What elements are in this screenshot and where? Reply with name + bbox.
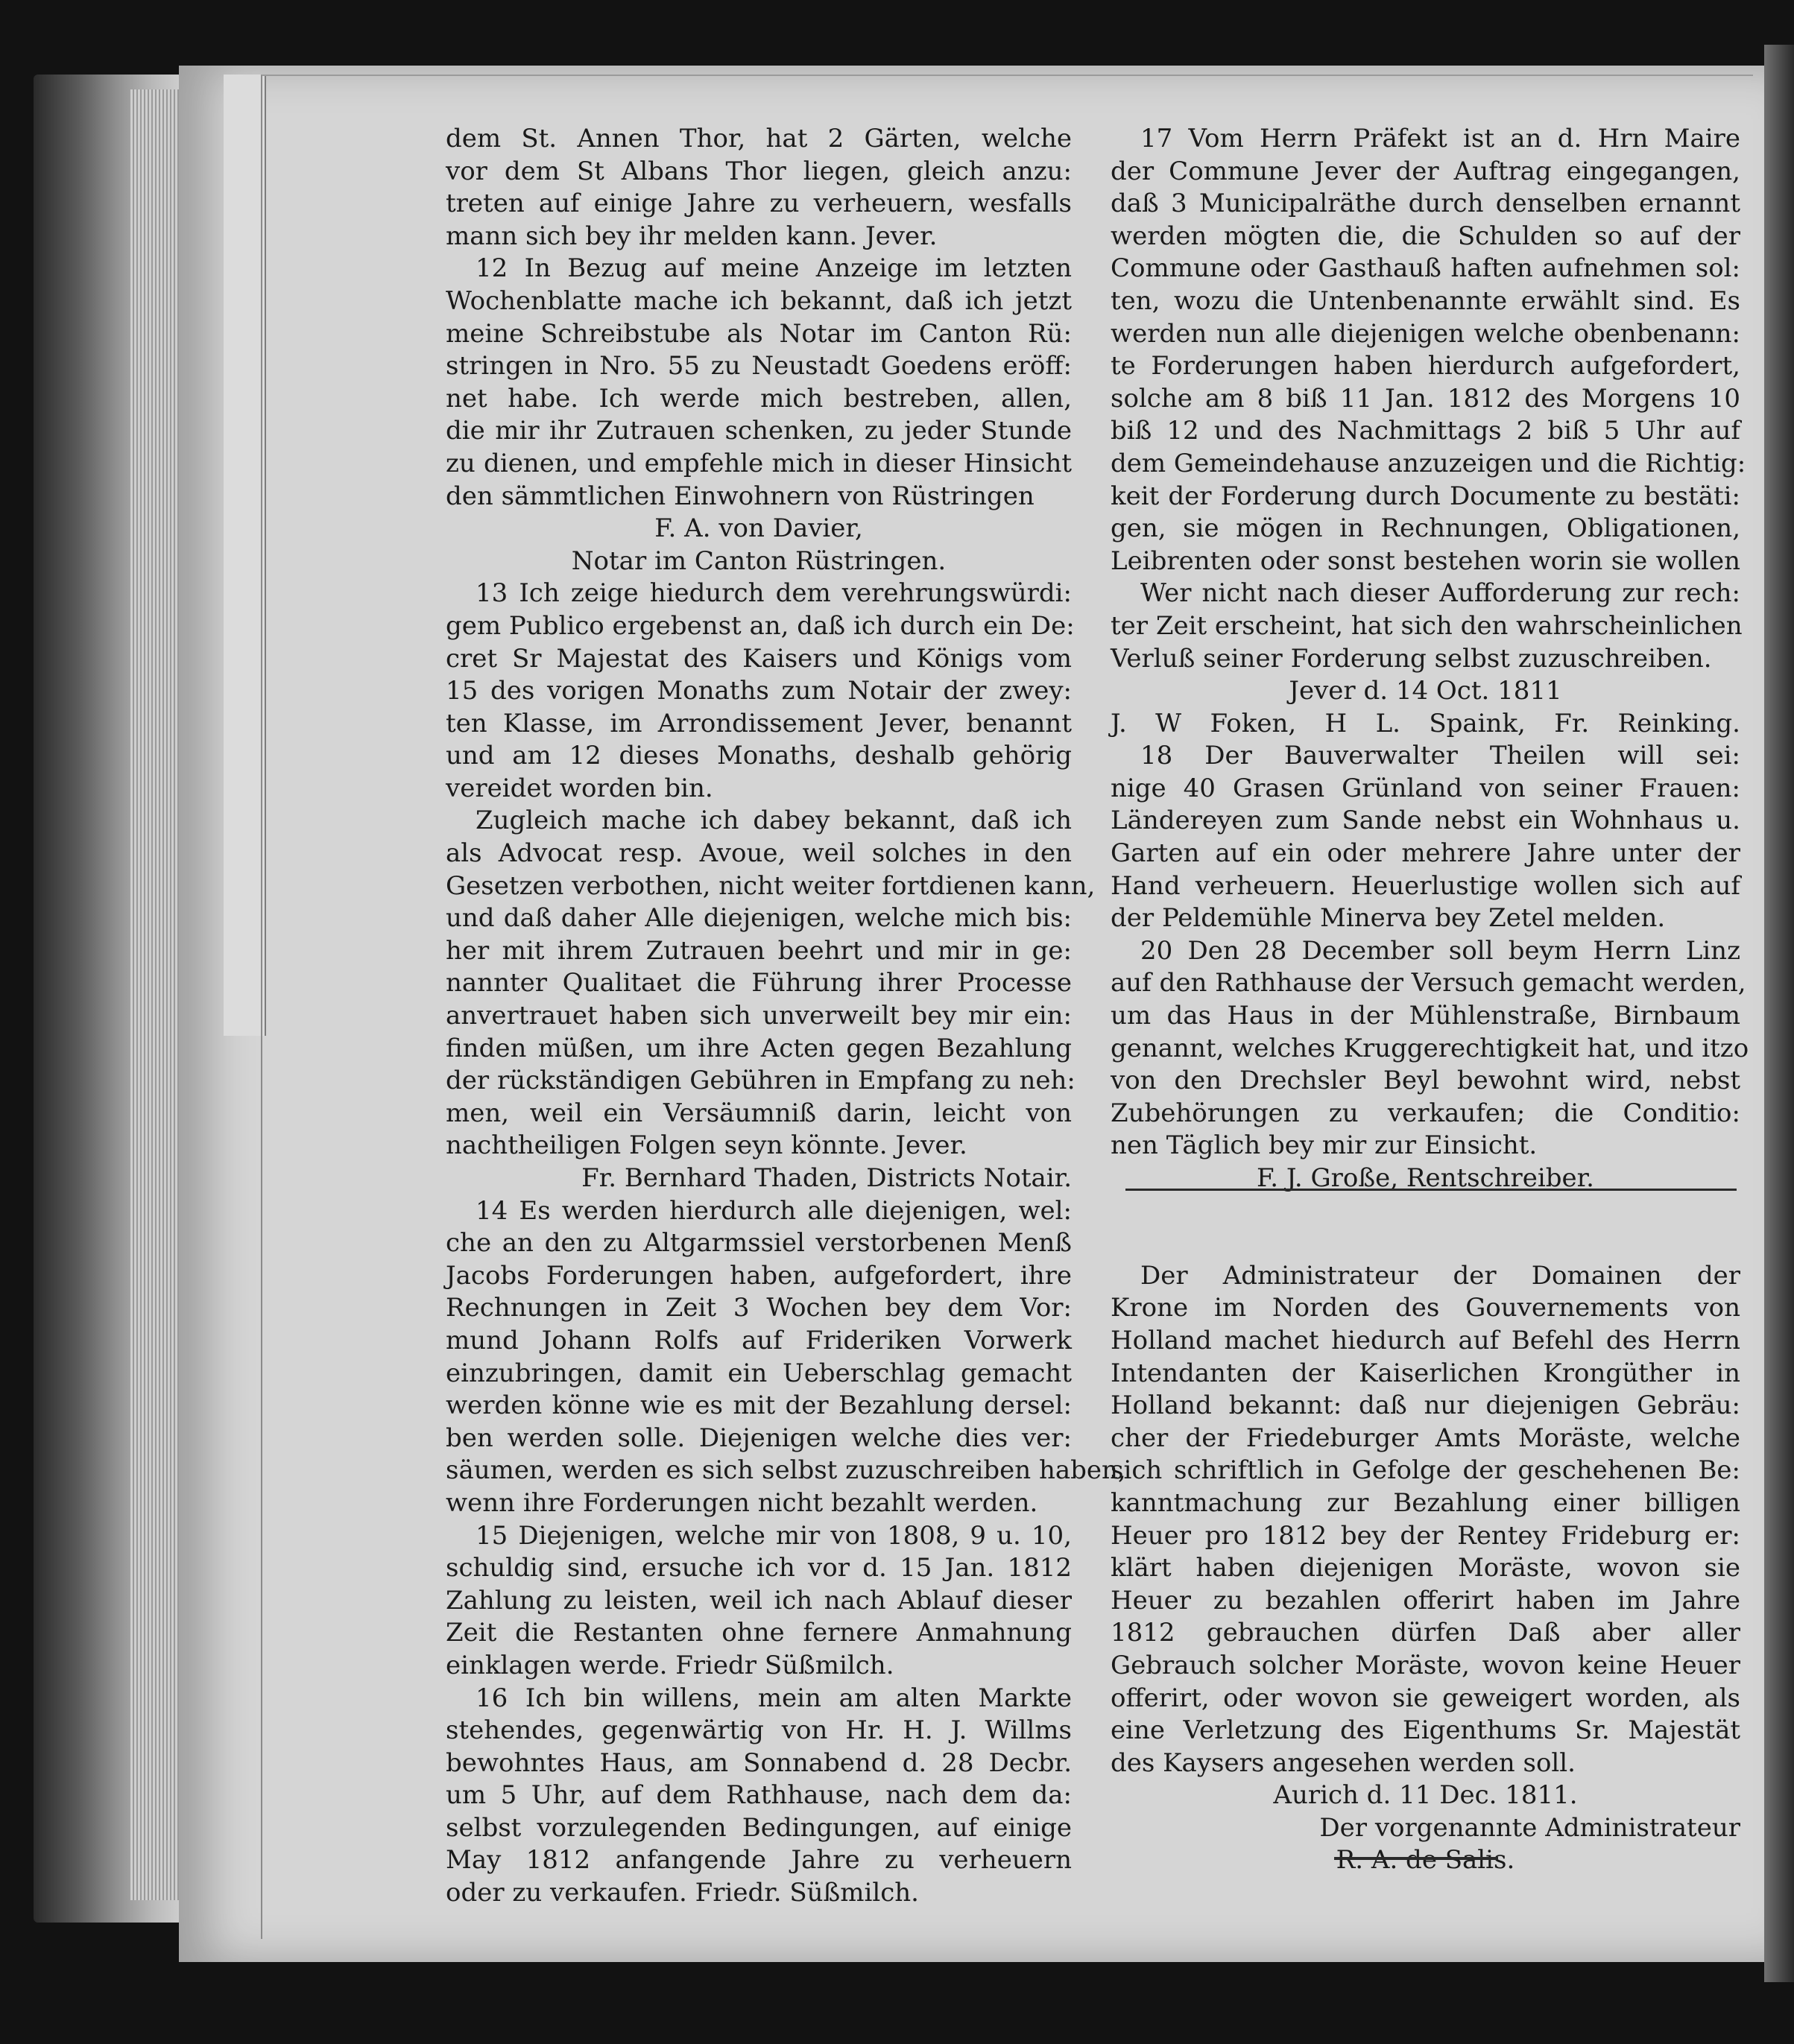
left-column-text-line: 13 Ich zeige hiedurch dem verehrungswürdi: [476, 578, 1072, 609]
left-column-text-line: 15 des vorigen Monaths zum Notair der zwey: [446, 676, 1072, 706]
left-column-text-line: May 1812 anfangende Jahre zu verheuern [446, 1845, 1072, 1876]
left-column-text-line: ben werden solle. Diejenigen welche dies ver: [446, 1423, 1072, 1453]
right-column-text-line: Ländereyen zum Sande nebst ein Wohnhaus u. [1111, 806, 1740, 836]
left-column-text-line: den sämmtlichen Einwohnern von Rüstringen [446, 481, 1035, 511]
paper-slip [224, 75, 266, 1036]
page-edges [130, 89, 183, 1900]
left-column-text-line: treten auf einige Jahre zu verheuern, wesfalls [446, 189, 1072, 219]
left-column-text-line: mund Johann Rolfs auf Frideriken Vorwerk [446, 1325, 1072, 1355]
right-column-text-line: von den Drechsler Beyl bewohnt wird, nebst [1111, 1066, 1740, 1096]
right-column-text-line: Der Administrateur der Domainen der [1140, 1260, 1740, 1291]
left-column-text-line: mann sich bey ihr melden kann. Jever. [446, 221, 938, 251]
left-column-text-line: einklagen werde. Friedr Süßmilch. [446, 1650, 894, 1680]
right-column-text-line: genannt, welches Kruggerechtigkeit hat, und itzo [1111, 1033, 1749, 1063]
left-column-text-line: als Advocat resp. Avoue, weil solches in den [446, 838, 1072, 869]
left-column-text-line: her mit ihrem Zutrauen beehrt und mir in ge: [446, 935, 1072, 966]
left-column-text-line: ten Klasse, im Arrondissement Jever, benannt [446, 708, 1072, 738]
left-column-text-line: der rückständigen Gebühren in Empfang zu neh: [446, 1066, 1076, 1096]
right-column-text-line: ter Zeit erscheint, hat sich den wahrscheinlichen [1111, 610, 1743, 641]
right-column-text-line: 20 Den 28 December soll beym Herrn Linz [1140, 935, 1740, 966]
left-column-text-line: Notar im Canton Rüstringen. [571, 545, 947, 576]
left-column-text-line: zu dienen, und empfehle mich in dieser Hinsicht [446, 448, 1072, 478]
right-column-text-line: Hand verheuern. Heuerlustige wollen sich auf [1111, 870, 1740, 901]
left-column-text-line: anvertrauet haben sich unverweilt bey mir ein: [446, 1001, 1072, 1031]
left-column-text-line: gem Publico ergebenst an, daß ich durch ein De: [446, 610, 1075, 641]
left-column-text-line: selbst vorzulegenden Bedingungen, auf einige [446, 1812, 1072, 1843]
right-column-text-line: 17 Vom Herrn Präfekt ist an d. Hrn Maire [1140, 124, 1740, 154]
right-column-text-line: sich schriftlich in Gefolge der geschehenen Be: [1111, 1455, 1740, 1486]
left-column-text-line: stehendes, gegenwärtig von Hr. H. J. Willms [446, 1715, 1072, 1746]
right-column-text-line: Zubehörungen zu verkaufen; die Conditio: [1111, 1098, 1740, 1128]
left-column-text-line: stringen in Nro. 55 zu Neustadt Goedens eröff: [446, 351, 1072, 382]
right-text-column [1111, 123, 1749, 1877]
right-column-text-line: nige 40 Grasen Grünland von seiner Frauen: [1111, 773, 1740, 803]
left-column-text-line: nannter Qualitaet die Führung ihrer Processe [446, 968, 1072, 999]
left-column-text-line: finden müßen, um ihre Acten gegen Bezahlung [446, 1033, 1072, 1063]
left-column-text-line: Wochenblatte mache ich bekannt, daß ich jetzt [446, 285, 1072, 316]
left-column-text-line: 15 Diejenigen, welche mir von 1808, 9 u. 10, [476, 1520, 1072, 1551]
right-column-text-line: te Forderungen haben hierdurch aufgefordert, [1111, 351, 1740, 382]
right-column-text-line: um das Haus in der Mühlenstraße, Birnbaum [1111, 1001, 1740, 1031]
left-column-text-line: und am 12 dieses Monaths, deshalb gehörig [446, 741, 1072, 771]
left-column-text-line: werden könne wie es mit der Bezahlung dersel: [446, 1390, 1072, 1421]
left-column-text-line: um 5 Uhr, auf dem Rathhause, nach dem da: [446, 1780, 1072, 1811]
left-column-text-line: 16 Ich bin willens, mein am alten Markte [476, 1683, 1072, 1713]
right-column-text-line: auf den Rathhause der Versuch gemacht werden, [1111, 968, 1746, 999]
right-column-text-line: nen Täglich bey mir zur Einsicht. [1111, 1130, 1538, 1161]
right-column-text-line: gen, sie mögen in Rechnungen, Obligationen, [1111, 513, 1740, 544]
right-column-text-line: J. W Foken, H L. Spaink, Fr. Reinking. [1111, 708, 1740, 738]
left-column-text-line: die mir ihr Zutrauen schenken, zu jeder Stunde [446, 416, 1072, 446]
left-column-text-line: wenn ihre Forderungen nicht bezahlt werden. [446, 1487, 1038, 1518]
section-divider-rule [1125, 1189, 1737, 1191]
right-column-text-line: eine Verletzung des Eigenthums Sr. Majestät [1111, 1715, 1740, 1746]
right-column-text-line: offerirt, oder wovon sie geweigert worden, als [1111, 1683, 1740, 1713]
left-column-text-line: nachtheiligen Folgen seyn könnte. Jever. [446, 1130, 967, 1161]
left-column-text-line: meine Schreibstube als Notar im Canton Rü: [446, 318, 1072, 349]
right-column-text-line: keit der Forderung durch Documente zu bestäti: [1111, 481, 1740, 511]
right-column-text-line: Jever d. 14 Oct. 1811 [1289, 676, 1562, 706]
right-column-text-line: Gebrauch solcher Moräste, wovon keine Heuer [1111, 1650, 1740, 1680]
right-column-text-line: Der vorgenannte Administrateur [1319, 1812, 1740, 1843]
left-column-text-line: Zeit die Restanten ohne fernere Anmahnung [446, 1618, 1072, 1648]
right-column-text-line: ten, wozu die Untenbenannte erwählt sind. Es [1111, 285, 1740, 316]
right-column-text-line: werden mögten die, die Schulden so auf der [1111, 221, 1740, 251]
left-column-text-line: einzubringen, damit ein Ueberschlag gemacht [446, 1358, 1072, 1388]
right-column-text-line: F. J. Große, Rentschreiber. [1257, 1163, 1594, 1193]
left-column-text-line: säumen, werden es sich selbst zuzuschreiben haben, [446, 1455, 1126, 1486]
left-column-text-line: Rechnungen in Zeit 3 Wochen bey dem Vor: [446, 1293, 1072, 1323]
left-column-text-line: vor dem St Albans Thor liegen, gleich anzu: [446, 156, 1072, 186]
left-column-text-line: oder zu verkaufen. Friedr. Süßmilch. [446, 1878, 919, 1908]
left-column-text-line: Jacobs Forderungen haben, aufgefordert, ihre [446, 1260, 1072, 1291]
left-column-text-line: vereidet worden bin. [446, 773, 713, 803]
right-column-text-line: daß 3 Municipalräthe durch denselben ernannt [1111, 189, 1740, 219]
right-column-text-line: Heuer pro 1812 bey der Rentey Frideburg er: [1111, 1520, 1740, 1551]
right-column-text-line: werden nun alle diejenigen welche obenbenann: [1111, 318, 1740, 349]
right-column-text-line: Commune oder Gasthauß haften aufnehmen sol: [1111, 253, 1740, 284]
right-column-text-line: Verluß seiner Forderung selbst zuzuschreiben. [1111, 643, 1712, 674]
left-column-text-line: 14 Es werden hierdurch alle diejenigen, wel: [476, 1195, 1072, 1226]
right-column-text-line: kanntmachung zur Bezahlung einer billigen [1111, 1487, 1740, 1518]
right-column-text-line: solche am 8 biß 11 Jan. 1812 des Morgens 10 [1111, 383, 1740, 414]
left-column-text-line: che an den zu Altgarmssiel verstorbenen Menß [446, 1228, 1072, 1259]
left-column-text-line: Fr. Bernhard Thaden, Districts Notair. [581, 1163, 1072, 1193]
binding-right-edge [1764, 45, 1794, 1982]
left-column-text-line: Zahlung zu leisten, weil ich nach Ablauf dieser [446, 1585, 1072, 1616]
right-column-text-line: der Commune Jever der Auftrag eingegangen, [1111, 156, 1740, 186]
right-column-text-line: 18 Der Bauverwalter Theilen will sei: [1140, 741, 1740, 771]
right-column-text-line: R. A. de Salis. [1336, 1845, 1515, 1876]
left-column-text-line: men, weil ein Versäumniß darin, leicht von [446, 1098, 1072, 1128]
right-column-text-line: Holland bekannt: daß nur diejenigen Gebräu: [1111, 1390, 1740, 1421]
right-column-text-line: Wer nicht nach dieser Aufforderung zur rech: [1140, 578, 1740, 609]
right-column-text-line: Krone im Norden des Gouvernements von [1111, 1293, 1740, 1323]
right-column-text-line: Aurich d. 11 Dec. 1811. [1273, 1780, 1578, 1811]
left-column-text-line: und daß daher Alle diejenigen, welche mich bis: [446, 903, 1072, 934]
right-column-text-line: der Peldemühle Minerva bey Zetel melden. [1111, 903, 1666, 934]
right-column-text-line: biß 12 und des Nachmittags 2 biß 5 Uhr auf [1111, 416, 1740, 446]
left-column-text-line: schuldig sind, ersuche ich vor d. 15 Jan. 1812 [446, 1553, 1072, 1583]
right-column-text-line [1111, 1227, 1740, 1260]
right-column-text-line: Garten auf ein oder mehrere Jahre unter der [1111, 838, 1740, 869]
right-column-text-line: Heuer zu bezahlen offerirt haben im Jahre [1111, 1585, 1740, 1616]
end-ornament-rule [1334, 1857, 1498, 1860]
right-column-text-line: 1812 gebrauchen dürfen Daß aber aller [1111, 1618, 1740, 1648]
right-column-text-line: klärt haben diejenigen Moräste, wovon sie [1111, 1553, 1740, 1583]
right-column-text-line: Holland machet hiedurch auf Befehl des Herrn [1111, 1325, 1740, 1355]
left-column-text-line: bewohntes Haus, am Sonnabend d. 28 Decbr. [446, 1747, 1072, 1778]
right-column-text-line: Intendanten der Kaiserlichen Krongüther in [1111, 1358, 1740, 1388]
left-column-text-line: F. A. von Davier, [654, 513, 863, 544]
left-column-text-line: Gesetzen verbothen, nicht weiter fortdienen kann, [446, 870, 1096, 901]
right-column-text-line: des Kaysers angesehen werden soll. [1111, 1747, 1576, 1778]
left-column-text-line: cret Sr Majestat des Kaisers und Königs vom [446, 643, 1072, 674]
left-column-text-line: net habe. Ich werde mich bestreben, allen, [446, 383, 1072, 414]
left-column-text-line: dem St. Annen Thor, hat 2 Gärten, welche [446, 124, 1072, 154]
right-column-text-line: Leibrenten oder sonst bestehen worin sie wollen [1111, 545, 1740, 576]
right-column-text-line: dem Gemeindehause anzuzeigen und die Richtig: [1111, 448, 1746, 478]
right-column-text-line [1111, 1195, 1740, 1228]
right-column-text-line: cher der Friedeburger Amts Moräste, welche [1111, 1423, 1740, 1453]
left-column-text-line: Zugleich mache ich dabey bekannt, daß ich [476, 806, 1072, 836]
left-text-column [446, 123, 1126, 1910]
left-column-text-line: 12 In Bezug auf meine Anzeige im letzten [476, 253, 1072, 284]
